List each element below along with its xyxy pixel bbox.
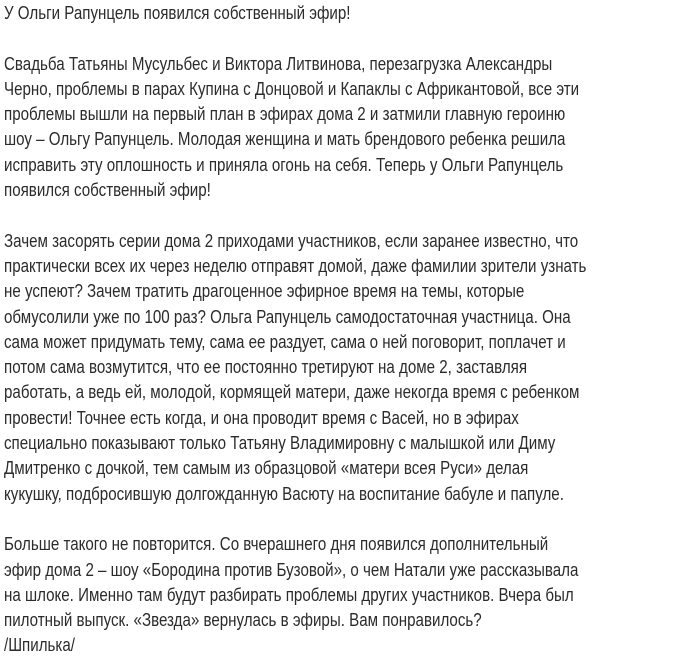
paragraph-line: исправить эту оплошность и приняла огонь на себя. Теперь у Ольги Рапунцель	[4, 154, 564, 175]
paragraph-line: /Шпилька/	[4, 635, 75, 656]
paragraph-line: проблемы вышли на первый план в эфирах дома 2 и затмили главную героиню	[4, 104, 566, 125]
paragraph-line: эфир дома 2 – шоу «Бородина против Бузовой», о чем Натали уже рассказывала	[4, 559, 579, 580]
paragraph	[4, 532, 699, 658]
paragraph-line: пилотный выпуск. «Звезда» вернулась в эфиры. Вам понравилось?	[4, 610, 482, 631]
paragraph-line: Зачем засорять серии дома 2 приходами участников, если заранее известно, что	[4, 230, 579, 251]
paragraph-line: обмусолили уже по 100 раз? Ольга Рапунцель самодостаточная участница. Она	[4, 306, 571, 327]
paragraph-spacer	[4, 203, 699, 228]
paragraph-line: Дмитренко с дочкой, тем самым из образцовой «матери всея Руси» делая	[4, 458, 529, 479]
paragraph-line: Черно, проблемы в парах Купина с Донцовой и Капаклы с Африкантовой, все эти	[4, 78, 580, 99]
paragraph-line: потом сама возмутится, что ее постоянно третируют на доме 2, заставляя	[4, 357, 528, 378]
paragraph-line: Больше такого не повторится. Со вчерашнего дня появился дополнительный	[4, 534, 549, 555]
paragraph-line: появился собственный эфир!	[4, 180, 211, 201]
paragraph-spacer	[4, 507, 699, 532]
paragraph-line: практически всех их через неделю отправят домой, даже фамилии зрители узнать	[4, 255, 587, 276]
paragraph-line: сама может придумать тему, сама ее раздует, сама о ней поговорит, поплачет и	[4, 331, 566, 352]
paragraph	[4, 52, 699, 204]
paragraph-spacer	[4, 26, 699, 51]
paragraph-line: Свадьба Татьяны Мусульбес и Виктора Литвинова, перезагрузка Александры	[4, 53, 553, 74]
paragraph-line: шоу – Ольгу Рапунцель. Молодая женщина и мать брендового ребенка решила	[4, 129, 566, 150]
article-title: У Ольги Рапунцель появился собственный эфир!	[4, 3, 351, 23]
paragraph-line: провести! Точнее есть когда, и она проводит время с Васей, но в эфирах	[4, 407, 519, 428]
article-body	[4, 52, 699, 659]
paragraph-line: кукушку, подбросившую долгожданную Васюту на воспитание бабуле и папуле.	[4, 483, 564, 504]
paragraph-line: на шлоке. Именно там будут разбирать проблемы других участников. Вчера был	[4, 584, 574, 605]
paragraph	[4, 229, 699, 507]
paragraph-line: не успеют? Зачем тратить драгоценное эфирное время на темы, которые	[4, 281, 525, 302]
paragraph-line: работать, а ведь ей, молодой, кормящей матери, даже некогда время с ребенком	[4, 382, 580, 403]
paragraph-line: специально показывают только Татьяну Владимировну с малышкой или Диму	[4, 433, 556, 454]
